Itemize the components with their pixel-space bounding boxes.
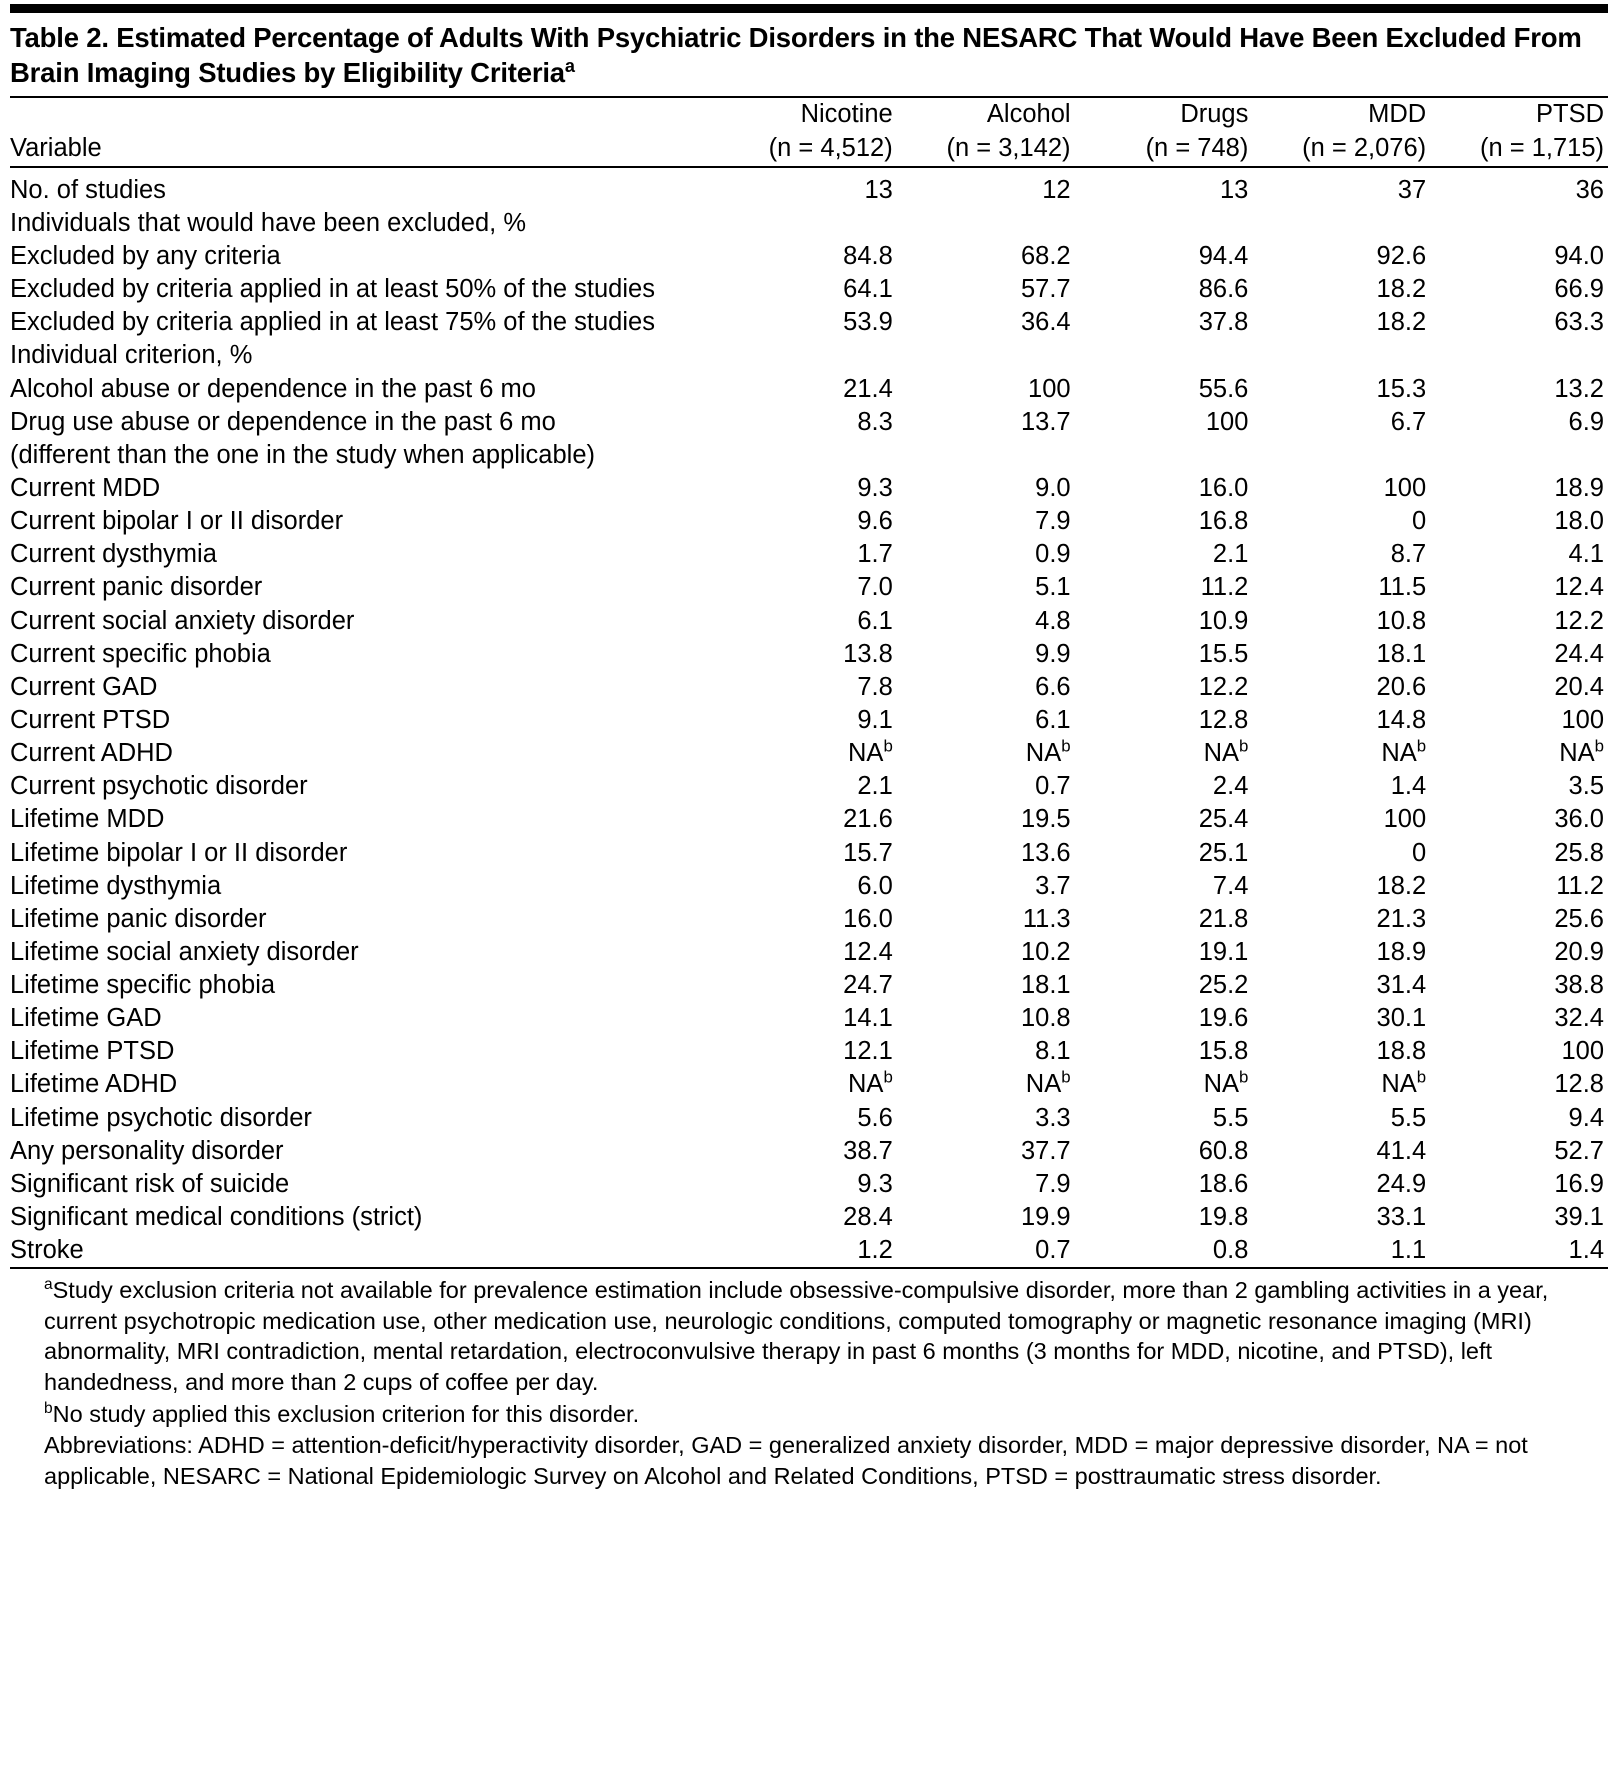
column-header-variable: [10, 98, 719, 165]
row-value-mdd: 92.6: [1376, 241, 1427, 270]
row-value-nicotine: 7.8: [857, 672, 893, 701]
row-value-drugs: 15.8: [1198, 1037, 1249, 1066]
row-label: Drug use abuse or dependence in the past 6 mo: [10, 407, 556, 436]
row-label: Lifetime GAD: [10, 1004, 162, 1033]
row-value-mdd: $NA^b$: [1381, 1067, 1427, 1099]
row-value-mdd: 30.1: [1376, 1004, 1427, 1033]
row-label: Excluded by criteria applied in at least 50% of the studies: [10, 275, 655, 304]
table-page: [0, 4, 1618, 1503]
row-value-drugs: $NA^b$: [1203, 736, 1249, 768]
row-value-ptsd: 12.2: [1554, 606, 1604, 635]
row-value-ptsd: [1430, 339, 1608, 372]
row-value-mdd: 18.9: [1376, 937, 1427, 966]
table-row: [10, 903, 1608, 936]
row-value-ptsd: 6.9: [1568, 407, 1604, 436]
footnote: [10, 1274, 1608, 1397]
row-label: Current bipolar I or II disorder: [10, 507, 344, 536]
row-value-ptsd: 100: [1561, 1037, 1604, 1066]
row-value-ptsd: 18.0: [1554, 507, 1604, 536]
row-value-alcohol: 8.1: [1035, 1037, 1071, 1066]
row-value-alcohol: 9.0: [1035, 473, 1071, 502]
row-label: Excluded by any criteria: [10, 241, 281, 270]
row-value-ptsd: 25.8: [1554, 838, 1604, 867]
row-value-drugs: 86.6: [1198, 275, 1249, 304]
row-value-alcohol: 100: [1028, 374, 1071, 403]
row-value-ptsd: 12.8: [1554, 1070, 1604, 1099]
row-value-nicotine: [719, 439, 897, 472]
row-value-drugs: 2.1: [1212, 540, 1249, 569]
row-label: Current dysthymia: [10, 540, 217, 569]
row-value-mdd: 18.1: [1376, 639, 1427, 668]
table-row: [10, 936, 1608, 969]
row-value-alcohol: [897, 339, 1075, 372]
table-row: [10, 571, 1608, 604]
row-value-nicotine: 6.0: [857, 871, 893, 900]
row-value-alcohol: 4.8: [1035, 606, 1071, 635]
row-value-ptsd: $NA^b$: [1559, 736, 1604, 768]
row-value-mdd: 18.8: [1376, 1037, 1427, 1066]
table-row: [10, 737, 1608, 770]
row-value-drugs: 25.1: [1198, 838, 1249, 867]
row-value-nicotine: $NA^b$: [848, 1067, 893, 1099]
table-row: [10, 505, 1608, 538]
row-value-ptsd: [1430, 439, 1608, 472]
row-value-nicotine: 9.3: [857, 473, 893, 502]
row-value-mdd: 100: [1383, 473, 1427, 502]
row-value-ptsd: 94.0: [1554, 241, 1604, 270]
table-head: [10, 98, 1608, 165]
row-value-ptsd: 25.6: [1554, 904, 1604, 933]
table-body: [10, 168, 1608, 1268]
row-label: Lifetime MDD: [10, 805, 165, 834]
row-value-nicotine: 5.6: [857, 1103, 893, 1132]
row-value-alcohol: [897, 439, 1075, 472]
row-value-alcohol: 6.1: [1035, 705, 1071, 734]
table-row: [10, 439, 1608, 472]
row-value-nicotine: 84.8: [843, 241, 893, 270]
row-value-nicotine: 1.2: [857, 1236, 893, 1265]
row-value-ptsd: 12.4: [1554, 573, 1604, 602]
row-label: Current PTSD: [10, 705, 171, 734]
column-header-drugs-name: Drugs: [1180, 100, 1249, 129]
row-label: Current MDD: [10, 473, 161, 502]
footnote-text: Abbreviations: ADHD = attention-deficit/hyperactivity disorder, GAD = generalized anxiety disorder, MDD = major depressive disorder, NA = not applicable, NESARC = National Epidemiologic Survey on Alcohol and Related Conditions, PTSD = posttraumatic stress disorder.: [44, 1432, 1528, 1489]
row-value-mdd: 1.4: [1390, 772, 1427, 801]
column-header-alcohol-n: (n = 3,142): [946, 134, 1071, 163]
row-value-drugs: 19.8: [1198, 1203, 1249, 1232]
column-header-nicotine-n: (n = 4,512): [768, 134, 893, 163]
footnotes: [10, 1269, 1608, 1491]
row-value-ptsd: 36.0: [1554, 805, 1604, 834]
row-value-mdd: 37: [1397, 175, 1427, 204]
column-header-alcohol: [897, 98, 1075, 165]
row-value-mdd: 0: [1411, 507, 1427, 536]
results-table-body: [10, 168, 1608, 1268]
row-value-mdd: 11.5: [1378, 573, 1427, 602]
row-value-mdd: 15.3: [1376, 374, 1427, 403]
row-value-alcohol: 0.7: [1035, 1236, 1071, 1265]
row-value-mdd: $NA^b$: [1381, 736, 1427, 768]
row-value-drugs: 11.2: [1200, 573, 1249, 602]
row-value-mdd: 10.8: [1376, 606, 1427, 635]
table-row: [10, 638, 1608, 671]
column-header-drugs: [1075, 98, 1253, 165]
row-value-alcohol: [897, 207, 1075, 240]
row-value-ptsd: [1430, 207, 1608, 240]
row-value-mdd: 1.1: [1390, 1236, 1427, 1265]
row-value-nicotine: [719, 207, 897, 240]
row-label: Individual criterion, %: [10, 341, 253, 370]
row-value-drugs: 94.4: [1198, 241, 1249, 270]
row-value-mdd: 41.4: [1376, 1136, 1427, 1165]
row-value-ptsd: 100: [1561, 705, 1604, 734]
row-value-ptsd: 16.9: [1554, 1169, 1604, 1198]
footnote-text: No study applied this exclusion criterion for this disorder.: [52, 1400, 640, 1427]
row-value-mdd: 18.2: [1376, 308, 1427, 337]
row-value-drugs: 5.5: [1212, 1103, 1249, 1132]
row-value-alcohol: 3.3: [1035, 1103, 1071, 1132]
row-value-drugs: 15.5: [1198, 639, 1249, 668]
row-value-alcohol: 68.2: [1020, 241, 1071, 270]
row-value-drugs: 60.8: [1198, 1136, 1249, 1165]
column-header-alcohol-name: Alcohol: [986, 100, 1071, 129]
table-row: [10, 406, 1608, 439]
row-value-mdd: 33.1: [1376, 1203, 1427, 1232]
row-value-alcohol: 11.3: [1022, 904, 1071, 933]
row-value-alcohol: $NA^b$: [1025, 736, 1071, 768]
row-value-nicotine: 7.0: [857, 573, 893, 602]
row-label: Lifetime dysthymia: [10, 871, 222, 900]
table-row: [10, 969, 1608, 1002]
row-value-drugs: 55.6: [1198, 374, 1249, 403]
row-value-nicotine: 24.7: [843, 971, 893, 1000]
footnote: [10, 1429, 1608, 1491]
row-value-nicotine: [719, 339, 897, 372]
row-value-ptsd: 4.1: [1568, 540, 1604, 569]
row-value-nicotine: 53.9: [843, 308, 893, 337]
row-value-alcohol: 36.4: [1020, 308, 1071, 337]
row-value-ptsd: 1.4: [1568, 1236, 1604, 1265]
row-label: No. of studies: [10, 175, 166, 204]
table-row: [10, 273, 1608, 306]
row-value-ptsd: 13.2: [1554, 374, 1604, 403]
row-label: Significant medical conditions (strict): [10, 1203, 423, 1232]
row-value-drugs: $NA^b$: [1203, 1067, 1249, 1099]
table-row: [10, 1168, 1608, 1201]
row-value-nicotine: 9.6: [857, 507, 893, 536]
row-value-drugs: 19.6: [1198, 1004, 1249, 1033]
row-value-ptsd: 20.4: [1554, 672, 1604, 701]
row-value-alcohol: 9.9: [1035, 639, 1071, 668]
table-row: [10, 1234, 1608, 1267]
row-value-drugs: 21.8: [1198, 904, 1249, 933]
row-value-mdd: 5.5: [1390, 1103, 1427, 1132]
row-value-drugs: 25.2: [1198, 971, 1249, 1000]
row-value-drugs: [1075, 339, 1253, 372]
table-row: [10, 770, 1608, 803]
column-header-row: [10, 98, 1608, 165]
row-value-nicotine: 9.3: [857, 1169, 893, 1198]
row-value-drugs: 100: [1205, 407, 1249, 436]
row-label: Stroke: [10, 1236, 84, 1265]
row-value-drugs: 16.8: [1198, 507, 1249, 536]
table-row: [10, 1201, 1608, 1234]
row-value-ptsd: 36: [1575, 175, 1604, 204]
row-value-drugs: 0.8: [1212, 1236, 1249, 1265]
row-value-mdd: [1252, 207, 1430, 240]
row-value-ptsd: 20.9: [1554, 937, 1604, 966]
column-header-mdd: [1252, 98, 1430, 165]
row-value-drugs: [1075, 439, 1253, 472]
table-row: [10, 207, 1608, 240]
row-value-drugs: 12.2: [1198, 672, 1249, 701]
table-row: [10, 306, 1608, 339]
column-header-ptsd-n: (n = 1,715): [1479, 134, 1604, 163]
footnote-text: Study exclusion criteria not available for prevalence estimation include obsessive-compulsive disorder, more than 2 gambling activities in a year, current psychotropic medication use, other medication use, neurologic conditions, computed tomography or magnetic resonance imaging (MRI) abnormality, MRI contradiction, mental retardation, electroconvulsive therapy in past 6 months (3 months for MDD, nicotine, and PTSD), left handedness, and more than 2 cups of coffee per day.: [44, 1277, 1549, 1395]
row-label: Lifetime ADHD: [10, 1070, 178, 1099]
row-value-alcohol: 13.6: [1020, 838, 1071, 867]
row-label: Excluded by criteria applied in at least 75% of the studies: [10, 308, 655, 337]
row-value-drugs: 25.4: [1198, 805, 1249, 834]
column-header-variable-label: Variable: [10, 134, 102, 163]
row-value-alcohol: 37.7: [1020, 1136, 1071, 1165]
row-label: Current panic disorder: [10, 573, 263, 602]
row-value-ptsd: 52.7: [1554, 1136, 1604, 1165]
column-header-nicotine-name: Nicotine: [800, 100, 893, 129]
row-value-alcohol: 10.8: [1020, 1004, 1071, 1033]
row-value-ptsd: 24.4: [1554, 639, 1604, 668]
table-row: [10, 1068, 1608, 1101]
row-value-mdd: 14.8: [1376, 705, 1427, 734]
row-value-drugs: 7.4: [1212, 871, 1249, 900]
row-value-alcohol: 0.7: [1035, 772, 1071, 801]
row-label: Lifetime social anxiety disorder: [10, 937, 359, 966]
table-row: [10, 704, 1608, 737]
row-value-drugs: 13: [1220, 175, 1249, 204]
row-value-nicotine: 12.1: [843, 1037, 893, 1066]
column-header-ptsd-name: PTSD: [1535, 100, 1604, 129]
footnote-mark: b: [44, 1399, 53, 1417]
row-value-nicotine: 64.1: [843, 275, 893, 304]
row-value-alcohol: 3.7: [1035, 871, 1071, 900]
row-value-drugs: 16.0: [1198, 473, 1249, 502]
row-value-mdd: 18.2: [1376, 871, 1427, 900]
table-row: [10, 1102, 1608, 1135]
row-value-drugs: 37.8: [1198, 308, 1249, 337]
table-row: [10, 538, 1608, 571]
column-header-ptsd: [1430, 98, 1608, 165]
row-label: Any personality disorder: [10, 1136, 284, 1165]
column-header-drugs-n: (n = 748): [1145, 134, 1249, 163]
row-value-alcohol: 19.9: [1020, 1203, 1071, 1232]
row-value-mdd: 6.7: [1390, 407, 1427, 436]
column-header-mdd-name: MDD: [1368, 100, 1427, 129]
column-header-mdd-n: (n = 2,076): [1302, 134, 1427, 163]
row-value-alcohol: $NA^b$: [1025, 1067, 1071, 1099]
row-value-ptsd: 39.1: [1554, 1203, 1604, 1232]
table-row: [10, 671, 1608, 704]
row-value-nicotine: 13.8: [843, 639, 893, 668]
row-value-alcohol: 10.2: [1020, 937, 1071, 966]
row-value-drugs: 2.4: [1212, 772, 1249, 801]
table-row: [10, 373, 1608, 406]
table-row: [10, 339, 1608, 372]
row-value-nicotine: 14.1: [843, 1004, 893, 1033]
row-value-drugs: 19.1: [1198, 937, 1249, 966]
title-footnote-mark: a: [564, 56, 575, 77]
row-label: (different than the one in the study when applicable): [10, 440, 596, 469]
row-value-mdd: 100: [1383, 805, 1427, 834]
row-value-nicotine: 38.7: [843, 1136, 893, 1165]
row-value-mdd: 18.2: [1376, 275, 1427, 304]
row-label: Current psychotic disorder: [10, 772, 308, 801]
footnote-mark: a: [44, 1276, 53, 1294]
footnote: [10, 1398, 1608, 1430]
row-value-drugs: 12.8: [1198, 705, 1249, 734]
row-value-nicotine: 21.4: [843, 374, 893, 403]
row-value-ptsd: 18.9: [1554, 473, 1604, 502]
row-value-alcohol: 57.7: [1020, 275, 1071, 304]
row-value-mdd: 0: [1411, 838, 1427, 867]
row-value-alcohol: 19.5: [1020, 805, 1071, 834]
row-label: Current ADHD: [10, 739, 173, 768]
table-row: [10, 1035, 1608, 1068]
table-row: [10, 1002, 1608, 1035]
row-value-mdd: 21.3: [1376, 904, 1427, 933]
table-row: [10, 1135, 1608, 1168]
row-value-ptsd: 3.5: [1568, 772, 1604, 801]
row-label: Lifetime PTSD: [10, 1037, 175, 1066]
row-value-nicotine: 6.1: [857, 606, 893, 635]
row-value-drugs: 10.9: [1198, 606, 1249, 635]
row-value-alcohol: 12: [1042, 175, 1071, 204]
results-table: [10, 98, 1608, 165]
row-label: Current specific phobia: [10, 639, 271, 668]
row-value-drugs: [1075, 207, 1253, 240]
row-value-nicotine: 8.3: [857, 407, 893, 436]
row-value-ptsd: 63.3: [1554, 308, 1604, 337]
row-value-nicotine: 16.0: [843, 904, 893, 933]
row-value-nicotine: 28.4: [843, 1203, 893, 1232]
top-rule: [10, 4, 1608, 13]
row-label: Alcohol abuse or dependence in the past 6 mo: [10, 374, 536, 403]
row-value-alcohol: 7.9: [1035, 507, 1071, 536]
row-value-nicotine: 15.7: [843, 838, 893, 867]
row-value-nicotine: 1.7: [857, 540, 893, 569]
row-value-mdd: [1252, 339, 1430, 372]
row-label: Lifetime specific phobia: [10, 971, 276, 1000]
row-value-ptsd: 32.4: [1554, 1004, 1604, 1033]
row-value-nicotine: $NA^b$: [848, 736, 893, 768]
row-label: Lifetime bipolar I or II disorder: [10, 838, 348, 867]
row-value-mdd: 31.4: [1376, 971, 1427, 1000]
row-value-alcohol: 7.9: [1035, 1169, 1071, 1198]
table-row: [10, 472, 1608, 505]
row-value-mdd: [1252, 439, 1430, 472]
row-value-ptsd: 66.9: [1554, 275, 1604, 304]
row-label: Individuals that would have been excluded, %: [10, 208, 527, 237]
row-label: Lifetime panic disorder: [10, 904, 267, 933]
table-row: [10, 605, 1608, 638]
row-value-nicotine: 12.4: [843, 937, 893, 966]
column-header-nicotine: [719, 98, 897, 165]
row-value-nicotine: 9.1: [857, 705, 893, 734]
row-label: Significant risk of suicide: [10, 1169, 290, 1198]
row-value-ptsd: 9.4: [1568, 1103, 1604, 1132]
row-value-alcohol: 0.9: [1035, 540, 1071, 569]
row-value-mdd: 24.9: [1376, 1169, 1427, 1198]
table-row: [10, 870, 1608, 903]
row-label: Current social anxiety disorder: [10, 606, 355, 635]
table-row: [10, 168, 1608, 207]
row-value-alcohol: 18.1: [1020, 971, 1071, 1000]
row-value-nicotine: 21.6: [843, 805, 893, 834]
row-value-alcohol: 13.7: [1020, 407, 1071, 436]
table-row: [10, 837, 1608, 870]
row-value-nicotine: 13: [864, 175, 893, 204]
row-value-drugs: 18.6: [1198, 1169, 1249, 1198]
row-value-nicotine: 2.1: [857, 772, 893, 801]
row-value-alcohol: 5.1: [1035, 573, 1071, 602]
table-title: [10, 13, 1608, 96]
row-value-alcohol: 6.6: [1035, 672, 1071, 701]
row-label: Current GAD: [10, 672, 158, 701]
row-value-mdd: 20.6: [1376, 672, 1427, 701]
row-label: Lifetime psychotic disorder: [10, 1103, 312, 1132]
table-title-text: Table 2. Estimated Percentage of Adults With Psychiatric Disorders in the NESARC That Would Have Been Excluded From Brain Imaging Studies by Eligibility Criteria: [10, 22, 1582, 89]
row-value-ptsd: 38.8: [1554, 971, 1604, 1000]
row-value-mdd: 8.7: [1390, 540, 1427, 569]
table-row: [10, 240, 1608, 273]
row-value-ptsd: 11.2: [1556, 871, 1604, 900]
table-row: [10, 803, 1608, 836]
